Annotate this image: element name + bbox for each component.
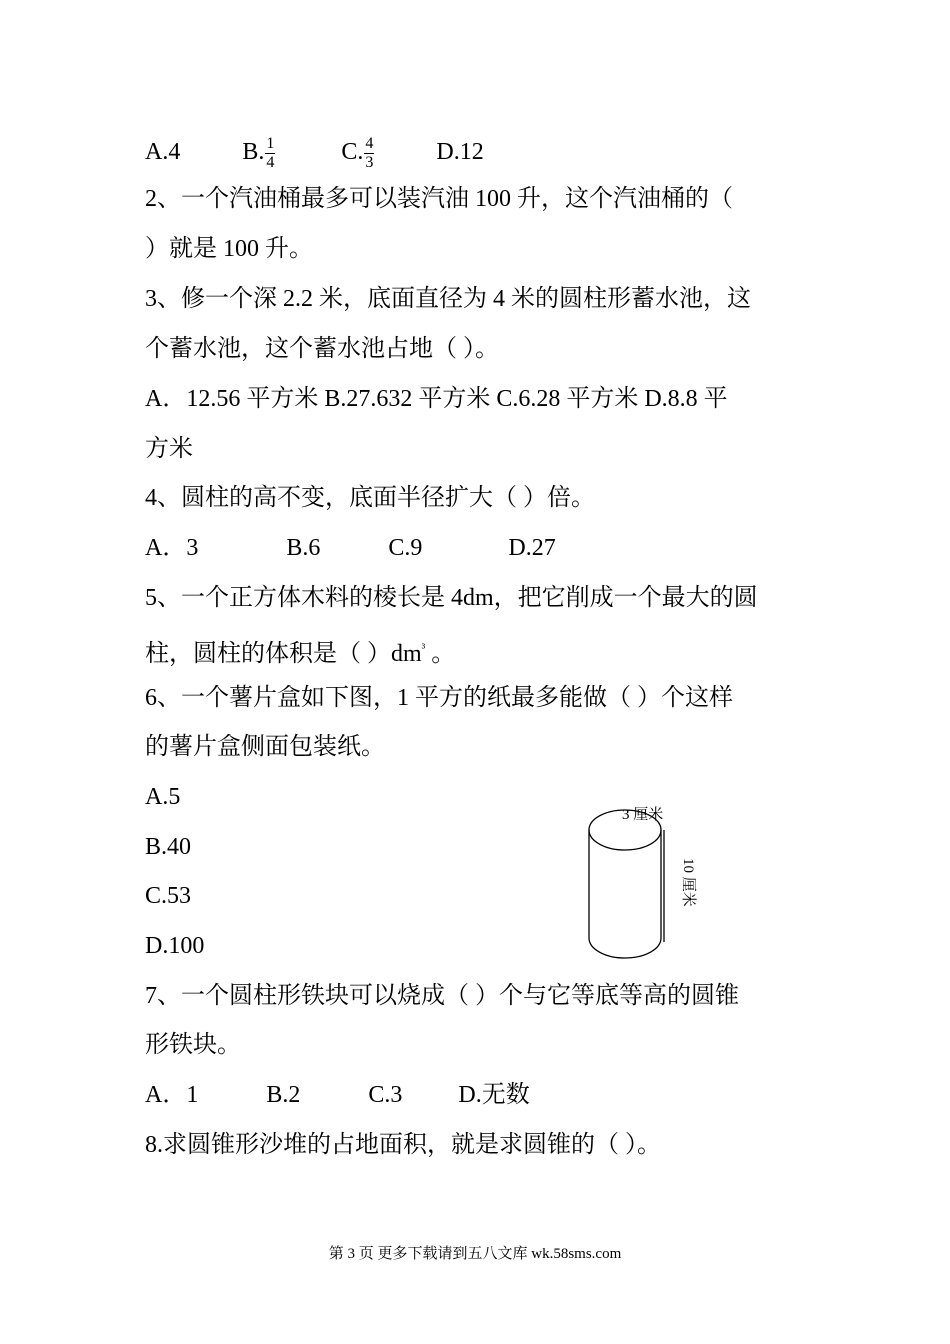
q1-option-c	[341, 135, 374, 172]
q4-options	[145, 533, 556, 563]
q5-cubic-superscript: ³	[421, 641, 426, 655]
q1-option-c-fraction	[364, 135, 374, 172]
q1-option-c-prefix: C.	[341, 139, 364, 166]
q7-option-c: C.3	[368, 1082, 403, 1108]
q1-option-b-fraction	[265, 135, 275, 172]
q4-option-a: A．3	[145, 535, 199, 561]
q1-b-numerator: 1	[266, 135, 275, 152]
q3-line1: 3、修一个深 2.2 米，底面直径为 4 米的圆柱形蓄水池，这	[145, 286, 751, 312]
q7-option-a: A．1	[145, 1082, 199, 1108]
q5-line2-end: 。	[425, 641, 456, 667]
q7-line2: 形铁块。	[145, 1032, 241, 1058]
cylinder-figure	[580, 800, 710, 970]
q6-line1: 6、一个薯片盒如下图，1 平方的纸最多能做（ ）个这样	[145, 685, 733, 711]
cylinder-drawing	[580, 800, 710, 970]
q6-option-a: A.5	[145, 784, 181, 810]
q1-option-b-prefix: B.	[242, 139, 265, 166]
page-footer: 第 3 页 更多下载请到五八文库 wk.58sms.com	[328, 1246, 622, 1262]
cylinder-height-label: 10 厘米	[680, 858, 696, 907]
q2-line1: 2、一个汽油桶最多可以装汽油 100 升，这个汽油桶的（	[145, 186, 733, 212]
q5-line2-text: 柱，圆柱的体积是（ ）dm	[145, 641, 422, 667]
q7-options	[145, 1080, 530, 1110]
q1-option-d: D.12	[436, 139, 484, 166]
cylinder-diameter-label: 3 厘米	[622, 807, 664, 823]
q8-line1: 8.求圆锥形沙堆的占地面积，就是求圆锥的（ ）。	[145, 1132, 661, 1158]
q4-line1: 4、圆柱的高不变，底面半径扩大（ ）倍。	[145, 485, 595, 511]
q7-option-d: D.无数	[458, 1082, 530, 1108]
q1-c-numerator: 4	[365, 135, 374, 152]
q7-line1: 7、一个圆柱形铁块可以烧成（ ）个与它等底等高的圆锥	[145, 983, 739, 1009]
q5-line1: 5、一个正方体木料的棱长是 4dm，把它削成一个最大的圆	[145, 585, 758, 611]
q4-option-c: C.9	[388, 535, 423, 561]
q6-option-c: C.53	[145, 883, 192, 909]
q2-line2: ）就是 100 升。	[145, 236, 313, 262]
q6-option-d: D.100	[145, 933, 205, 959]
q1-option-a: A.4	[145, 139, 181, 166]
q4-option-b: B.6	[286, 535, 321, 561]
q1-b-denominator: 4	[266, 154, 275, 171]
q7-option-b: B.2	[266, 1082, 301, 1108]
q4-option-d: D.27	[508, 535, 556, 561]
q1-options	[145, 135, 484, 172]
q1-c-denominator: 3	[365, 154, 374, 171]
q5-line2	[145, 633, 455, 669]
q3-options-line2: 方米	[145, 436, 193, 462]
q3-line2: 个蓄水池，这个蓄水池占地（ ）。	[145, 336, 499, 362]
q6-option-b: B.40	[145, 834, 192, 860]
q6-line2: 的薯片盒侧面包装纸。	[145, 734, 385, 760]
q1-option-b	[242, 135, 275, 172]
cylinder-bottom-arc	[589, 938, 661, 958]
q3-options-line1: A．12.56 平方米 B.27.632 平方米 C.6.28 平方米 D.8.8 平	[145, 386, 728, 412]
